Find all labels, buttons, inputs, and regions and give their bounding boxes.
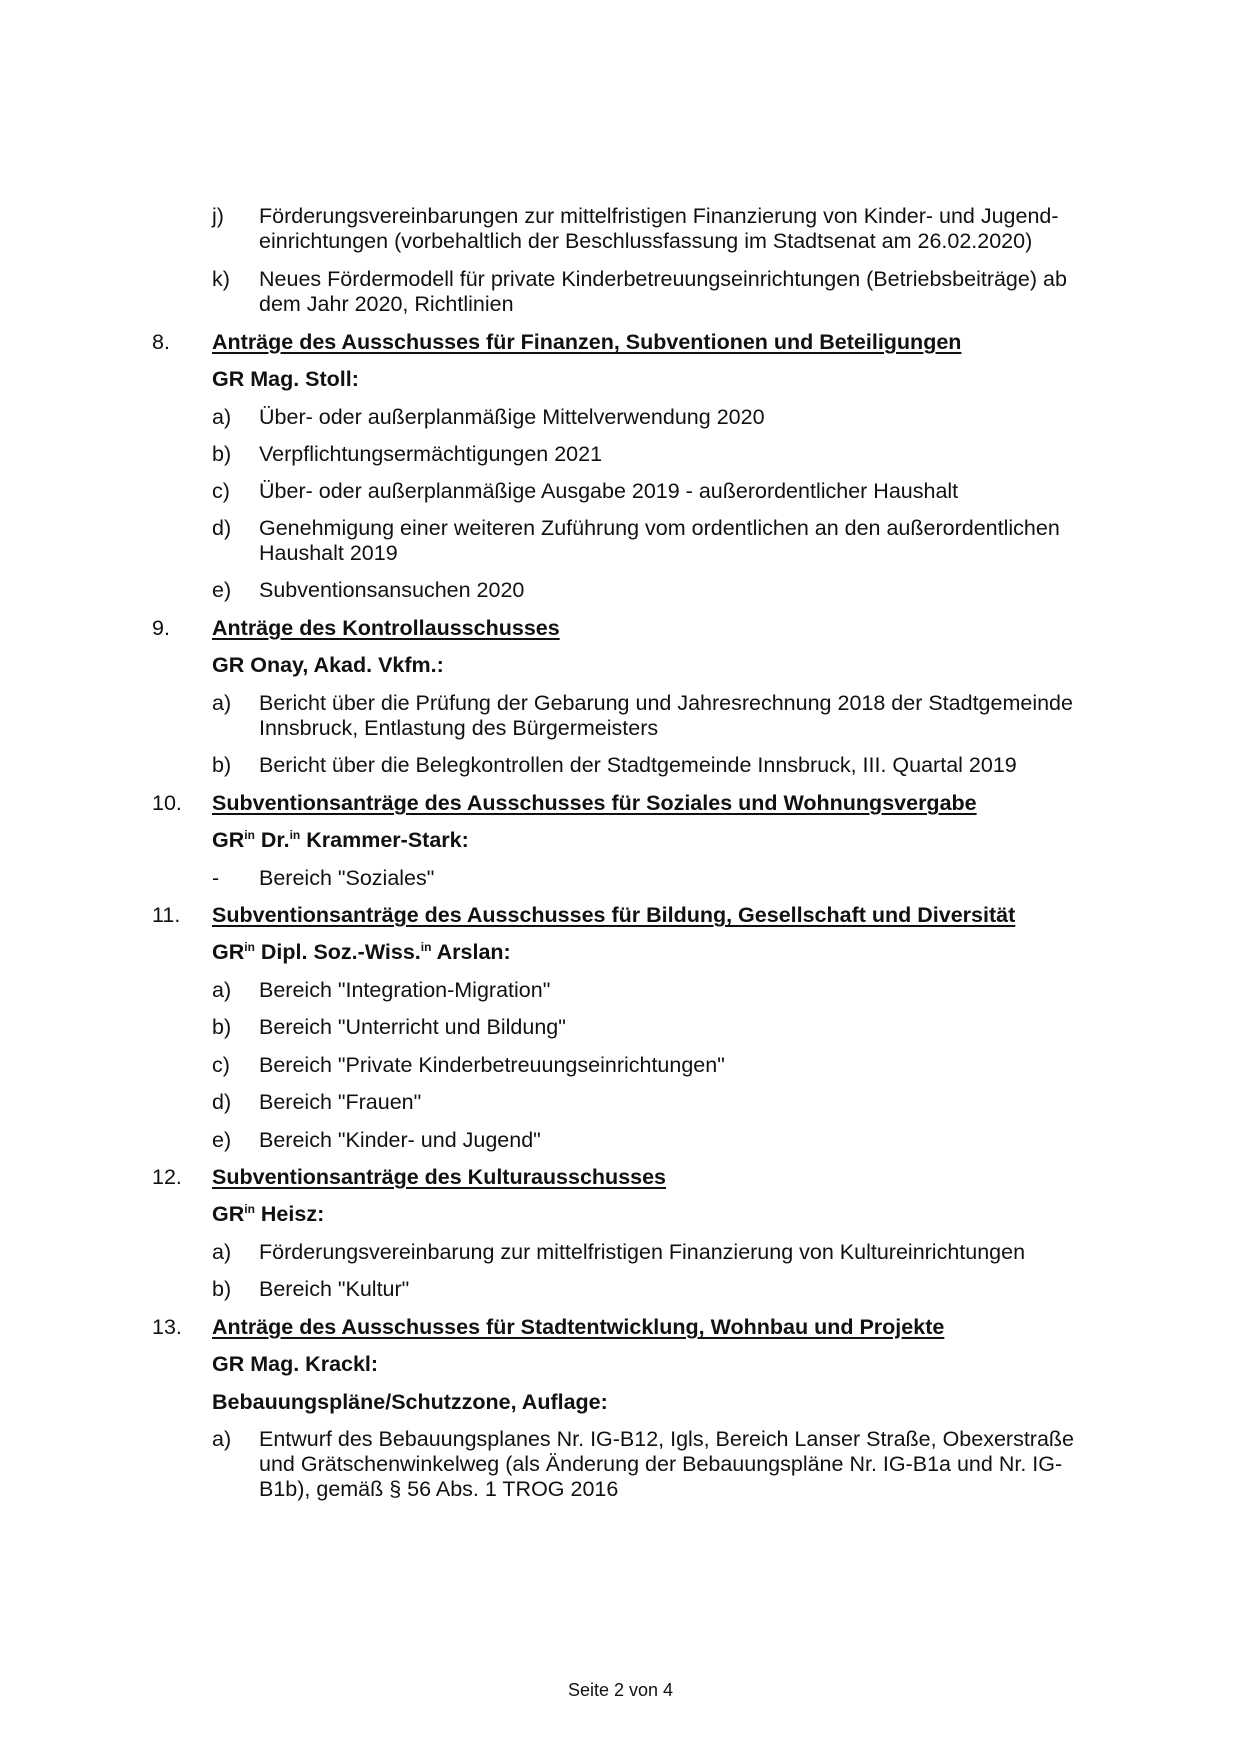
list-item-text: Bereich "Kultur" <box>259 1277 410 1301</box>
list-item-text: Bereich "Unterricht und Bildung" <box>259 1015 566 1039</box>
text-line: Neues Fördermodell für private Kinderbetreuungseinrichtungen (Betriebsbeiträge) ab <box>259 267 1067 291</box>
text-line: Genehmigung einer weiteren Zuführung vom ordentlichen an den außerordentlichen <box>259 516 1060 540</box>
list-item-text: Bericht über die Belegkontrollen der Stadtgemeinde Innsbruck, III. Quartal 2019 <box>259 753 1017 777</box>
list-letter: c) <box>212 479 230 503</box>
list-letter: b) <box>212 1015 232 1039</box>
list-letter: a) <box>212 1240 232 1264</box>
section-heading: Subventionsanträge des Kulturausschusses <box>212 1165 667 1189</box>
list-item-text: Förderungsvereinbarung zur mittelfristigen Finanzierung von Kultureinrichtungen <box>259 1240 1026 1264</box>
section-number: 13. <box>152 1315 182 1339</box>
section-heading: Subventionsanträge des Ausschusses für Bildung, Gesellschaft und Diversität <box>212 903 1016 927</box>
text-line: B1b), gemäß § 56 Abs. 1 TROG 2016 <box>259 1477 619 1501</box>
speaker-name: GR Mag. Stoll: <box>212 367 359 391</box>
list-item-text: Über- oder außerplanmäßige Mittelverwendung 2020 <box>259 405 765 429</box>
list-item-text: Verpflichtungsermächtigungen 2021 <box>259 442 603 466</box>
list-letter: a) <box>212 691 232 715</box>
text-line: Haushalt 2019 <box>259 541 398 565</box>
text-line: Innsbruck, Entlastung des Bürgermeisters <box>259 716 659 740</box>
list-item-text <box>259 204 1139 254</box>
list-item-text <box>259 516 1139 566</box>
speaker-name: GR Onay, Akad. Vkfm.: <box>212 653 444 677</box>
text-line: einrichtungen (vorbehaltlich der Beschlussfassung im Stadtsenat am 26.02.2020) <box>259 229 1033 253</box>
list-letter: a) <box>212 1427 232 1451</box>
section-number: 9. <box>152 616 170 640</box>
list-letter: e) <box>212 578 232 602</box>
list-letter: d) <box>212 516 232 540</box>
list-letter: b) <box>212 753 232 777</box>
list-item-text: Bereich "Kinder- und Jugend" <box>259 1128 541 1152</box>
text-line: und Grätschenwinkelweg (als Änderung der Bebauungspläne Nr. IG-B1a und Nr. IG- <box>259 1452 1063 1476</box>
section-heading: Anträge des Kontrollausschusses <box>212 616 560 640</box>
speaker-name: $GR^{in}$ Dr.$^{in}$ Krammer-Stark: <box>212 828 469 852</box>
text-line: Entwurf des Bebauungsplanes Nr. IG-B12, Igls, Bereich Lanser Straße, Obexerstraße <box>259 1427 1075 1451</box>
list-letter: c) <box>212 1053 230 1077</box>
list-item-text: Über- oder außerplanmäßige Ausgabe 2019 - außerordentlicher Haushalt <box>259 479 959 503</box>
list-item-text <box>259 267 1139 317</box>
section-number: 11. <box>152 903 181 927</box>
list-letter: d) <box>212 1090 232 1114</box>
list-item-text: Bereich "Private Kinderbetreuungseinrichtungen" <box>259 1053 725 1077</box>
list-letter: b) <box>212 1277 232 1301</box>
list-letter: e) <box>212 1128 232 1152</box>
section-heading: Subventionsanträge des Ausschusses für Soziales und Wohnungsvergabe <box>212 791 977 815</box>
section-number: 8. <box>152 330 170 354</box>
subheading: Bebauungspläne/Schutzzone, Auflage: <box>212 1390 608 1414</box>
list-letter: j) <box>212 204 224 228</box>
list-item-text: Bereich "Integration-Migration" <box>259 978 551 1002</box>
list-item-text: Subventionsansuchen 2020 <box>259 578 525 602</box>
speaker-name: $GR^{in}$ Dipl. Soz.-Wiss.$^{in}$ Arslan: <box>212 940 511 964</box>
page-footer: Seite 2 von 4 <box>567 1680 674 1700</box>
section-heading: Anträge des Ausschusses für Finanzen, Subventionen und Beteiligungen <box>212 330 962 354</box>
list-letter: a) <box>212 405 232 429</box>
list-item-text: Bereich "Soziales" <box>259 866 435 890</box>
section-heading: Anträge des Ausschusses für Stadtentwicklung, Wohnbau und Projekte <box>212 1315 945 1339</box>
list-letter: b) <box>212 442 232 466</box>
speaker-name: GR Mag. Krackl: <box>212 1352 379 1376</box>
list-bullet: - <box>212 866 220 890</box>
list-item-text <box>259 691 1139 741</box>
text-line: dem Jahr 2020, Richtlinien <box>259 292 514 316</box>
list-item-text <box>259 1427 1139 1502</box>
list-letter: a) <box>212 978 232 1002</box>
list-letter: k) <box>212 267 230 291</box>
text-line: Bericht über die Prüfung der Gebarung und Jahresrechnung 2018 der Stadtgemeinde <box>259 691 1073 715</box>
list-item-text: Bereich "Frauen" <box>259 1090 422 1114</box>
speaker-name: $GR^{in}$ Heisz: <box>212 1202 325 1226</box>
section-number: 10. <box>152 791 182 815</box>
text-line: Förderungsvereinbarungen zur mittelfristigen Finanzierung von Kinder- und Jugend- <box>259 204 1059 228</box>
section-number: 12. <box>152 1165 182 1189</box>
